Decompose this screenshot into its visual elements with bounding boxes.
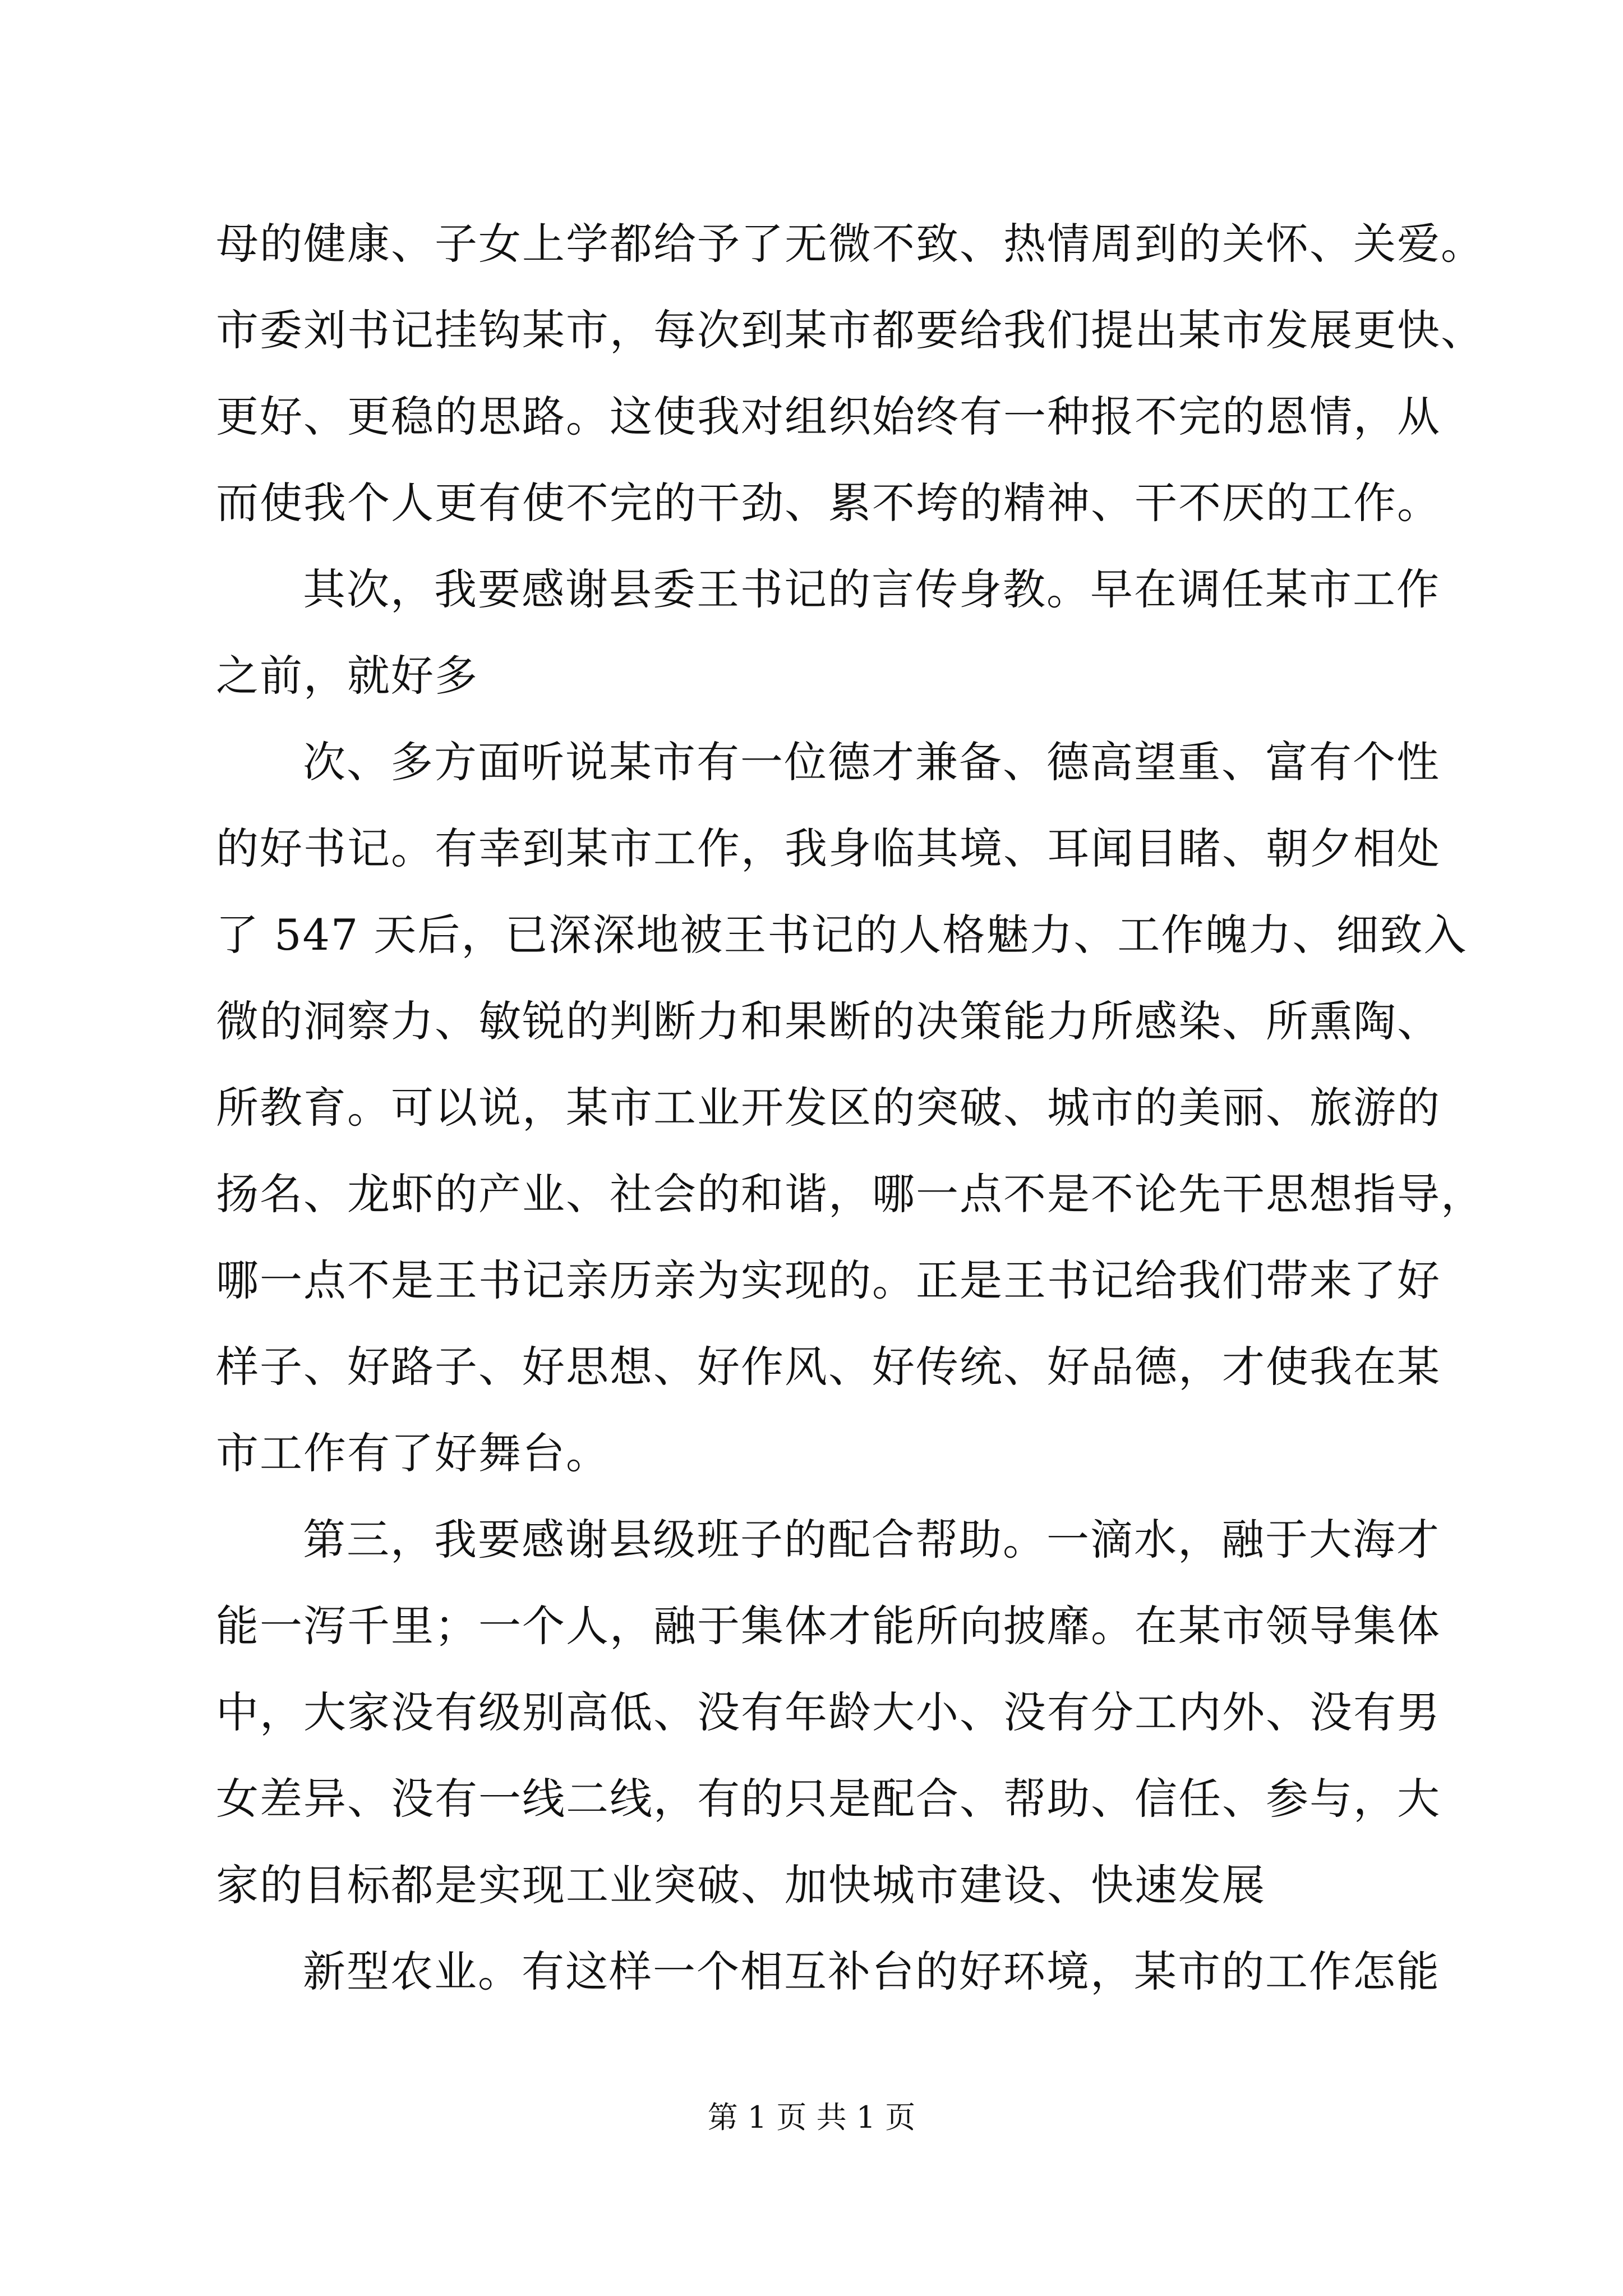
text-line-10: 微的洞察力、敏锐的判断力和果断的决策能力所感染、所熏陶、 bbox=[216, 996, 1441, 1046]
text-line-4: 而使我个人更有使不完的干劲、累不垮的精神、干不厌的工作。 bbox=[216, 478, 1441, 528]
text-line-5: 其次，我要感谢县委王书记的言传身教。早在调任某市工作 bbox=[303, 564, 1440, 614]
text-line-11: 所教育。可以说，某市工业开发区的突破、城市的美丽、旅游的 bbox=[216, 1083, 1441, 1133]
text-line-1: 母的健康、子女上学都给予了无微不致、热情周到的关怀、关爱。 bbox=[216, 219, 1484, 269]
text-line-7: 次、多方面听说某市有一位德才兼备、德高望重、富有个性 bbox=[303, 737, 1440, 787]
text-line-6: 之前，就好多 bbox=[216, 651, 478, 701]
text-line-20: 家的目标都是实现工业突破、加快城市建设、快速发展 bbox=[216, 1860, 1266, 1910]
text-line-9: 了 547 天后，已深深地被王书记的人格魅力、工作魄力、细致入 bbox=[216, 910, 1468, 960]
text-line-12: 扬名、龙虾的产业、社会的和谐，哪一点不是不论先干思想指导， bbox=[216, 1169, 1484, 1219]
text-line-21: 新型农业。有这样一个相互补台的好环境，某市的工作怎能 bbox=[303, 1947, 1440, 1996]
text-line-13: 哪一点不是王书记亲历亲为实现的。正是王书记给我们带来了好 bbox=[216, 1255, 1441, 1305]
text-line-16: 第三，我要感谢县级班子的配合帮助。一滴水，融于大海才 bbox=[303, 1515, 1440, 1565]
page-footer: 第 1 页 共 1 页 bbox=[707, 2100, 916, 2135]
text-line-17: 能一泻千里；一个人，融于集体才能所向披靡。在某市领导集体 bbox=[216, 1601, 1441, 1651]
text-line-2: 市委刘书记挂钩某市，每次到某市都要给我们提出某市发展更快、 bbox=[216, 305, 1484, 355]
text-line-3: 更好、更稳的思路。这使我对组织始终有一种报不完的恩情，从 bbox=[216, 392, 1441, 441]
text-line-14: 样子、好路子、好思想、好作风、好传统、好品德，才使我在某 bbox=[216, 1342, 1441, 1392]
text-line-8: 的好书记。有幸到某市工作，我身临其境、耳闻目睹、朝夕相处 bbox=[216, 823, 1441, 873]
text-line-18: 中，大家没有级别高低、没有年龄大小、没有分工内外、没有男 bbox=[216, 1687, 1441, 1737]
text-line-15: 市工作有了好舞台。 bbox=[216, 1428, 610, 1478]
text-line-19: 女差异、没有一线二线，有的只是配合、帮助、信任、参与，大 bbox=[216, 1774, 1441, 1824]
